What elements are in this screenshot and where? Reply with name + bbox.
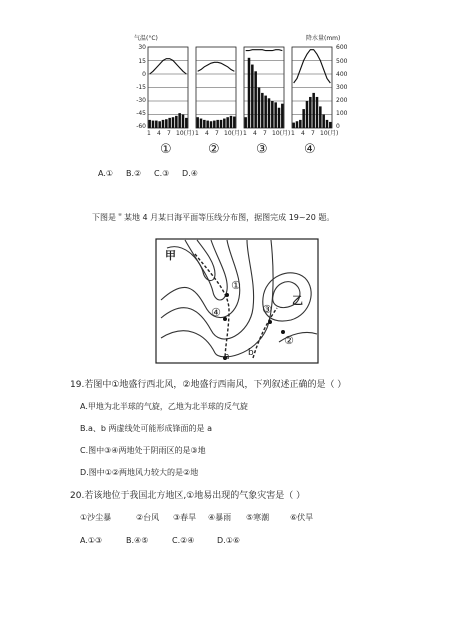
precip-bar xyxy=(152,121,155,128)
precip-bar xyxy=(172,117,175,128)
q20-option-c[interactable]: C.②④ xyxy=(172,536,195,545)
precip-bar xyxy=(148,120,151,128)
month-tick: 10(月) xyxy=(320,130,339,137)
q20-item: ⑥伏旱 xyxy=(290,513,314,522)
precip-bar xyxy=(281,104,284,128)
precip-bar xyxy=(210,121,213,128)
precip-bar xyxy=(203,120,206,128)
map-marker-2: ② xyxy=(284,334,294,347)
q18-option-a[interactable]: A.① xyxy=(98,169,114,178)
q20-option-a[interactable]: A.①③ xyxy=(80,536,103,545)
month-tick: 4 xyxy=(157,130,161,137)
precip-bar xyxy=(178,113,181,128)
precip-bar xyxy=(168,118,171,128)
map-marker-1: ① xyxy=(231,279,241,292)
q18-option-c[interactable]: C.③ xyxy=(154,169,170,178)
q20-item: ④暴雨 xyxy=(208,513,232,522)
panel-label: ④ xyxy=(304,142,316,157)
map-label-a: a xyxy=(224,352,230,362)
precip-bar xyxy=(165,119,168,128)
month-tick: 1 xyxy=(195,130,199,137)
left-axis-title: 气温(°C) xyxy=(134,35,158,42)
panel-label: ① xyxy=(160,142,172,157)
q20-option-b[interactable]: B.④⑤ xyxy=(126,536,149,545)
q18-option-b[interactable]: B.② xyxy=(126,169,142,178)
right-tick: 200 xyxy=(336,97,348,104)
month-tick: 10(月) xyxy=(224,130,243,137)
precip-bar xyxy=(274,102,277,128)
precip-bar xyxy=(268,98,271,128)
precip-bar xyxy=(254,71,257,128)
right-tick: 600 xyxy=(336,44,348,51)
right-tick: 500 xyxy=(336,58,348,65)
month-tick: 7 xyxy=(215,130,219,137)
right-tick: 100 xyxy=(336,110,348,117)
q20-item: ③春旱 xyxy=(173,513,197,522)
precip-bar xyxy=(261,93,264,128)
precip-bar xyxy=(251,65,254,128)
month-tick: 1 xyxy=(291,130,295,137)
precip-bar xyxy=(316,97,319,128)
precip-bar xyxy=(162,120,165,128)
left-tick: 0 xyxy=(142,71,146,78)
precip-bar xyxy=(216,120,219,128)
precip-bar xyxy=(213,121,216,128)
precip-bar xyxy=(182,115,185,129)
precip-bar xyxy=(329,122,332,128)
q20-option-d[interactable]: D.①⑥ xyxy=(217,536,241,545)
left-tick: -15 xyxy=(136,84,146,91)
left-tick: -30 xyxy=(136,97,146,104)
temperature-curve xyxy=(198,62,235,71)
month-tick: 1 xyxy=(243,130,247,137)
precip-bar xyxy=(158,121,161,128)
precip-bar xyxy=(292,123,295,128)
precip-bar xyxy=(175,116,178,128)
map-label-yi: 乙 xyxy=(292,294,303,307)
q18-option-d[interactable]: D.④ xyxy=(182,169,198,178)
precip-bar xyxy=(296,121,299,128)
q19-option-c[interactable]: C.图中③④两地处于阴雨区的是③地 xyxy=(80,446,206,455)
point-1-dot xyxy=(225,293,229,297)
precip-bar xyxy=(185,118,188,128)
precip-bar xyxy=(258,88,261,129)
precip-bar xyxy=(319,106,322,128)
precip-bar xyxy=(226,117,229,128)
q19-option-a[interactable]: A.甲地为北半球的气旋，乙地为北半球的反气旋 xyxy=(80,402,248,411)
right-axis-title: 降水量(mm) xyxy=(306,35,341,42)
month-tick: 4 xyxy=(205,130,209,137)
left-tick: -45 xyxy=(136,110,146,117)
point-4-dot xyxy=(223,317,227,321)
right-tick: 0 xyxy=(336,123,340,130)
precip-bar xyxy=(322,115,325,129)
precip-bar xyxy=(200,119,203,128)
precip-bar xyxy=(244,117,247,128)
map-label-b: b xyxy=(248,348,254,358)
q20-item: ⑤寒潮 xyxy=(246,513,270,522)
precip-bar xyxy=(220,120,223,128)
panel-label: ② xyxy=(208,142,220,157)
precip-bar xyxy=(233,117,236,128)
temperature-curve xyxy=(246,50,283,51)
q19-option-d[interactable]: D.图中①②两地风力较大的是②地 xyxy=(80,468,199,477)
q20-stem: 20.若该地位于我国北方地区,①地易出现的气象灾害是（ ） xyxy=(70,491,306,501)
precip-bar xyxy=(278,108,281,128)
precip-bar xyxy=(223,119,226,128)
left-tick: 30 xyxy=(138,44,146,51)
right-tick: 400 xyxy=(336,71,348,78)
q20-item: ②台风 xyxy=(136,513,160,522)
precip-bar xyxy=(271,101,274,128)
month-tick: 7 xyxy=(167,130,171,137)
q20-item: ①沙尘暴 xyxy=(80,513,112,522)
precip-bar xyxy=(196,117,199,128)
precip-bar xyxy=(309,97,312,128)
precip-bar xyxy=(264,96,267,128)
temperature-curve xyxy=(150,59,187,74)
month-tick: 1 xyxy=(147,130,151,137)
panel-label: ③ xyxy=(256,142,268,157)
precip-bar xyxy=(230,116,233,128)
temperature-curve xyxy=(294,50,331,83)
precip-bar xyxy=(155,121,158,128)
q19-option-b[interactable]: B.a、b 两虚线处可能形成锋面的是 a xyxy=(80,424,212,433)
map-label-jia: 甲 xyxy=(165,249,176,262)
intro-text: 下图是＂某地 4 月某日海平面等压线分布图，据图完成 19~20 题。 xyxy=(92,213,335,222)
right-tick: 300 xyxy=(336,84,348,91)
month-tick: 10(月) xyxy=(272,130,291,137)
left-tick: -60 xyxy=(136,123,146,130)
month-tick: 7 xyxy=(311,130,315,137)
month-tick: 4 xyxy=(253,130,257,137)
month-tick: 10(月) xyxy=(176,130,195,137)
precip-bar xyxy=(326,120,329,128)
precip-bar xyxy=(299,120,302,128)
precip-bar xyxy=(312,93,315,128)
point-3-dot xyxy=(268,320,272,324)
precip-bar xyxy=(248,58,251,128)
precip-bar xyxy=(306,101,309,128)
left-tick: 15 xyxy=(138,58,146,65)
month-tick: 7 xyxy=(263,130,267,137)
map-marker-3: ③ xyxy=(262,303,272,316)
precip-bar xyxy=(206,121,209,128)
map-marker-4: ④ xyxy=(211,306,221,319)
precip-bar xyxy=(302,109,305,128)
month-tick: 4 xyxy=(301,130,305,137)
q19-stem: 19.若图中①地盛行西北风，②地盛行西南风，下列叙述正确的是（ ） xyxy=(70,380,347,390)
